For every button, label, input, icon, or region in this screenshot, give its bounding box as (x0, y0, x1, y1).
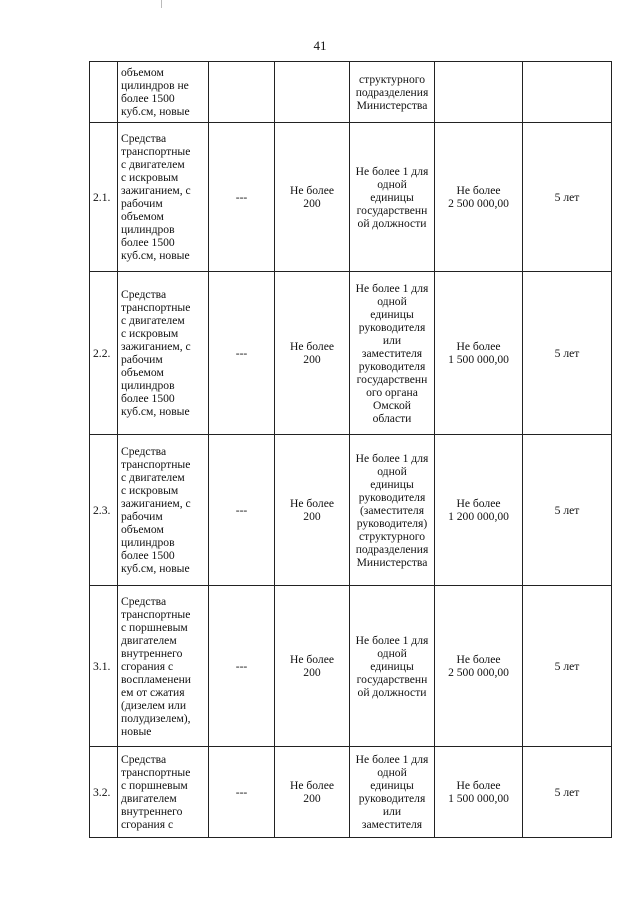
power-cell (275, 62, 350, 123)
price-cell: Не более 1 500 000,00 (435, 272, 523, 435)
page-number: 41 (313, 38, 327, 53)
row-number (90, 62, 118, 123)
row-number: 2.3. (90, 435, 118, 586)
quantity-cell: Не более 1 для одной единицы государственн ой должности (350, 586, 435, 747)
row-number: 2.2. (90, 272, 118, 435)
vehicle-norms-table (89, 61, 612, 838)
term-cell: 5 лет (523, 747, 612, 838)
quantity-cell: Не более 1 для одной единицы руководителя или заместителя (350, 747, 435, 838)
row-number: 2.1. (90, 123, 118, 272)
power-cell: Не более 200 (275, 272, 350, 435)
dash-cell: --- (209, 435, 275, 586)
vehicle-type-cell: Средства транспортные с двигателем с искровым зажиганием, с рабочим объемом цилиндров более 1500 куб.см, новые (118, 435, 209, 586)
price-cell (435, 62, 523, 123)
vehicle-type-cell: Средства транспортные с поршневым двигателем внутреннего сгорания с (118, 747, 209, 838)
term-cell: 5 лет (523, 586, 612, 747)
scan-mark (161, 0, 162, 8)
power-cell: Не более 200 (275, 747, 350, 838)
quantity-cell: Не более 1 для одной единицы государственн ой должности (350, 123, 435, 272)
term-cell: 5 лет (523, 435, 612, 586)
power-cell: Не более 200 (275, 123, 350, 272)
price-cell: Не более 2 500 000,00 (435, 586, 523, 747)
dash-cell: --- (209, 747, 275, 838)
power-cell: Не более 200 (275, 586, 350, 747)
vehicle-type-cell: Средства транспортные с поршневым двигателем внутреннего сгорания с воспламенени ем от сжатия (дизелем или полудизелем), новые (118, 586, 209, 747)
table-row (90, 435, 612, 586)
vehicle-type-cell: Средства транспортные с двигателем с искровым зажиганием, с рабочим объемом цилиндров более 1500 куб.см, новые (118, 272, 209, 435)
price-cell: Не более 1 200 000,00 (435, 435, 523, 586)
quantity-cell: Не более 1 для одной единицы руководителя или заместителя руководителя государственн ого органа Омской области (350, 272, 435, 435)
quantity-cell: Не более 1 для одной единицы руководителя (заместителя руководителя) структурного подразделения Министерства (350, 435, 435, 586)
price-cell: Не более 2 500 000,00 (435, 123, 523, 272)
power-cell: Не более 200 (275, 435, 350, 586)
dash-cell: --- (209, 586, 275, 747)
vehicle-type-cell: объемом цилиндров не более 1500 куб.см, новые (118, 62, 209, 123)
term-cell (523, 62, 612, 123)
table-row (90, 586, 612, 747)
table-row (90, 123, 612, 272)
dash-cell: --- (209, 123, 275, 272)
row-number: 3.2. (90, 747, 118, 838)
vehicle-type-cell: Средства транспортные с двигателем с искровым зажиганием, с рабочим объемом цилиндров более 1500 куб.см, новые (118, 123, 209, 272)
term-cell: 5 лет (523, 123, 612, 272)
quantity-cell: структурного подразделения Министерства (350, 62, 435, 123)
row-number: 3.1. (90, 586, 118, 747)
table-row (90, 272, 612, 435)
table-row (90, 747, 612, 838)
dash-cell (209, 62, 275, 123)
term-cell: 5 лет (523, 272, 612, 435)
dash-cell: --- (209, 272, 275, 435)
table-row (90, 62, 612, 123)
price-cell: Не более 1 500 000,00 (435, 747, 523, 838)
